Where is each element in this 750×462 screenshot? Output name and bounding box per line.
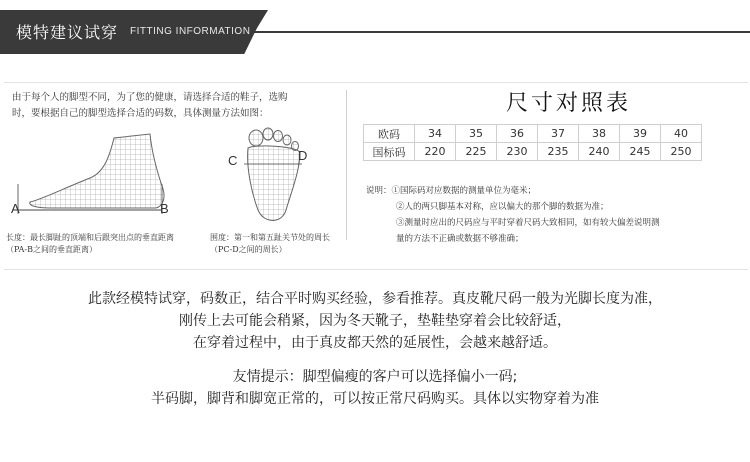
tip-line-2: 半码脚，脚背和脚宽正常的，可以按正常尺码购买。具体以实物穿着为准	[151, 391, 599, 407]
header-subtitle: FITTING INFORMATION	[130, 26, 251, 37]
label-b: B	[160, 201, 169, 216]
table-row-eu	[364, 125, 702, 143]
note-line-2: ②人的两只脚基本对称，应以偏大的那个脚的数据为准；	[396, 202, 609, 212]
cn-size-cell: 225	[456, 143, 497, 161]
fit-advice-line-1: 此款经模特试穿，码数正，结合平时购买经验，参看推荐。真皮靴尺码一般为光脚长度为准，	[88, 291, 662, 307]
cn-size-cell: 250	[661, 143, 702, 161]
intro-line-2: 时，要根据自己的脚型选择合适的码数，具体测量方法如图：	[12, 108, 269, 119]
cn-size-cell: 245	[620, 143, 661, 161]
fit-advice-line-3: 在穿着过程中，由于真皮都天然的延展性，会越来越舒适。	[193, 335, 557, 351]
note-line-1: 说明：①国际码对应数据的测量单位为毫米；	[366, 186, 537, 196]
table-row-cn	[364, 143, 702, 161]
cn-size-cell: 220	[415, 143, 456, 161]
eu-size-cell: 37	[538, 125, 579, 143]
eu-size-cell: 39	[620, 125, 661, 143]
size-notes	[366, 183, 746, 247]
length-caption-1: 长度：最长脚趾的顶端和后跟突出点的垂直距离	[6, 233, 174, 242]
label-c: C	[228, 153, 238, 168]
size-chart-table	[363, 124, 702, 161]
row-label-cn: 国标码	[364, 143, 415, 161]
header-rule	[240, 31, 750, 33]
fit-advice-line-2: 刚传上去可能会稍紧，因为冬天靴子，垫鞋垫穿着会比较舒适，	[179, 313, 571, 329]
eu-size-cell: 40	[661, 125, 702, 143]
size-chart-title: 尺寸对照表	[506, 91, 632, 116]
cn-size-cell: 230	[497, 143, 538, 161]
note-line-3: ③测量时应出的尺码应与平时穿着尺码大致相同，如有较大偏差说明测	[396, 218, 660, 228]
label-d: D	[298, 148, 308, 163]
cn-size-cell: 235	[538, 143, 579, 161]
foot-top-illustration	[238, 124, 308, 228]
cn-size-cell: 240	[579, 143, 620, 161]
intro-text	[12, 90, 337, 122]
label-a: A	[11, 201, 20, 216]
eu-size-cell: 36	[497, 125, 538, 143]
girth-caption-2: （PC-D之间的周长）	[210, 245, 287, 254]
note-line-4: 量的方法不正确或数据不够准确；	[396, 234, 524, 244]
intro-line-1: 由于每个人的脚型不同，为了您的健康，请选择合适的鞋子，选购	[12, 92, 288, 103]
length-caption	[6, 232, 174, 256]
girth-caption-1: 围度：第一和第五趾关节处的周长	[210, 233, 330, 242]
eu-size-cell: 35	[456, 125, 497, 143]
row-label-eu: 欧码	[364, 125, 415, 143]
tip-line-1: 友情提示：脚型偏瘦的客户可以选择偏小一码;	[232, 369, 518, 385]
length-caption-2: （PA-B之间的垂直距离）	[6, 245, 98, 254]
header-title: 模特建议试穿	[16, 23, 119, 42]
eu-size-cell: 34	[415, 125, 456, 143]
panel-divider	[346, 90, 347, 240]
girth-caption	[210, 232, 330, 256]
eu-size-cell: 38	[579, 125, 620, 143]
